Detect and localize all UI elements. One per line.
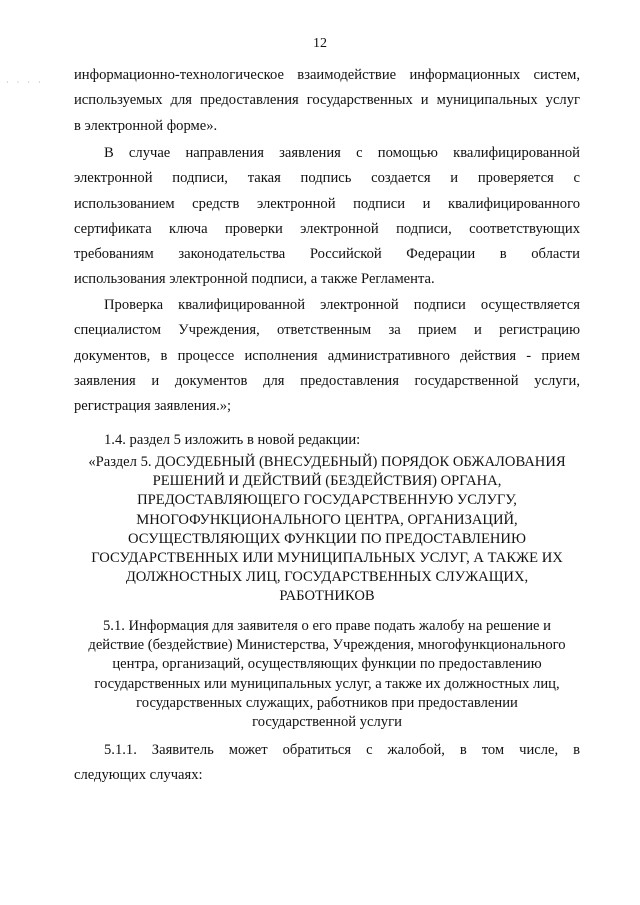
paragraph-amendment-1-4 (74, 428, 580, 453)
paragraph-electronic-signature (74, 141, 580, 293)
heading-line: МНОГОФУНКЦИОНАЛЬНОГО ЦЕНТРА, ОРГАНИЗАЦИЙ, (136, 511, 518, 528)
heading-line: государственной услуги (252, 714, 402, 731)
paragraph-line: информационно-технологическое взаимодействие информационных систем, (74, 67, 580, 83)
paragraph-continuation (74, 63, 580, 139)
paragraph-line: используемых для предоставления государственных и муниципальных услуг (74, 92, 580, 109)
paragraph-line: в электронной форме». (74, 117, 218, 134)
heading-line: ОСУЩЕСТВЛЯЮЩИХ ФУНКЦИИ ПО ПРЕДОСТАВЛЕНИЮ (128, 530, 526, 547)
paragraph-line: специалистом Учреждения, ответственным за прием и регистрацию (74, 322, 580, 339)
paragraph-line: требованиям законодательства Российской Федерации в области (74, 246, 580, 263)
paragraph-line: 5.1.1. Заявитель может обратиться с жалобой, в том числе, в (104, 742, 580, 758)
heading-line: действие (бездействие) Министерства, Учреждения, многофункционального (88, 637, 566, 654)
paragraph-signature-verification (74, 293, 580, 419)
heading-line: РЕШЕНИЙ И ДЕЙСТВИЙ (БЕЗДЕЙСТВИЯ) ОРГАНА, (152, 473, 502, 490)
heading-line: центра, организаций, осуществляющих функции по предоставлению (112, 656, 542, 673)
heading-line: 5.1. Информация для заявителя о его праве подать жалобу на решение и (103, 618, 551, 634)
paragraph-line: регистрация заявления.»; (74, 398, 232, 415)
paragraph-line: заявления и документов для предоставления государственной услуги, (74, 372, 580, 389)
paragraph-line: использованием средств электронной подписи и квалифицированного (74, 195, 580, 212)
heading-line: ПРЕДОСТАВЛЯЮЩЕГО ГОСУДАРСТВЕННУЮ УСЛУГУ, (137, 492, 517, 509)
heading-line: ДОЛЖНОСТНЫХ ЛИЦ, ГОСУДАРСТВЕННЫХ СЛУЖАЩИХ, (125, 569, 529, 586)
subsection-5-1-heading (70, 617, 584, 732)
heading-line: РАБОТНИКОВ (279, 588, 375, 605)
heading-line: государственных или муниципальных услуг, а также их должностных лиц, (94, 675, 560, 692)
page-number: 12 (313, 36, 327, 51)
heading-line: «Раздел 5. ДОСУДЕБНЫЙ (ВНЕСУДЕБНЫЙ) ПОРЯДОК ОБЖАЛОВАНИЯ (88, 454, 566, 470)
paragraph-line: электронной подписи, такая подпись создается и проверяется с (74, 170, 580, 187)
paragraph-line: сертификата ключа проверки электронной подписи, соответствующих (74, 220, 580, 237)
section-5-heading (70, 453, 584, 607)
scan-margin-marks: · · · · (6, 78, 44, 87)
heading-line: государственных служащих, работников при предоставлении (136, 694, 518, 711)
paragraph-line: 1.4. раздел 5 изложить в новой редакции: (104, 432, 361, 448)
paragraph-line: Проверка квалифицированной электронной подписи осуществляется (104, 297, 580, 313)
paragraph-line: В случае направления заявления с помощью квалифицированной (104, 145, 580, 161)
paragraph-line: документов, в процессе исполнения административного действия - прием (74, 347, 580, 364)
heading-line: ГОСУДАРСТВЕННЫХ ИЛИ МУНИЦИПАЛЬНЫХ УСЛУГ, А ТАКЖЕ ИХ (91, 550, 563, 567)
paragraph-5-1-1 (74, 738, 580, 789)
paragraph-line: следующих случаях: (74, 767, 203, 784)
paragraph-line: использования электронной подписи, а также Регламента. (74, 271, 435, 288)
